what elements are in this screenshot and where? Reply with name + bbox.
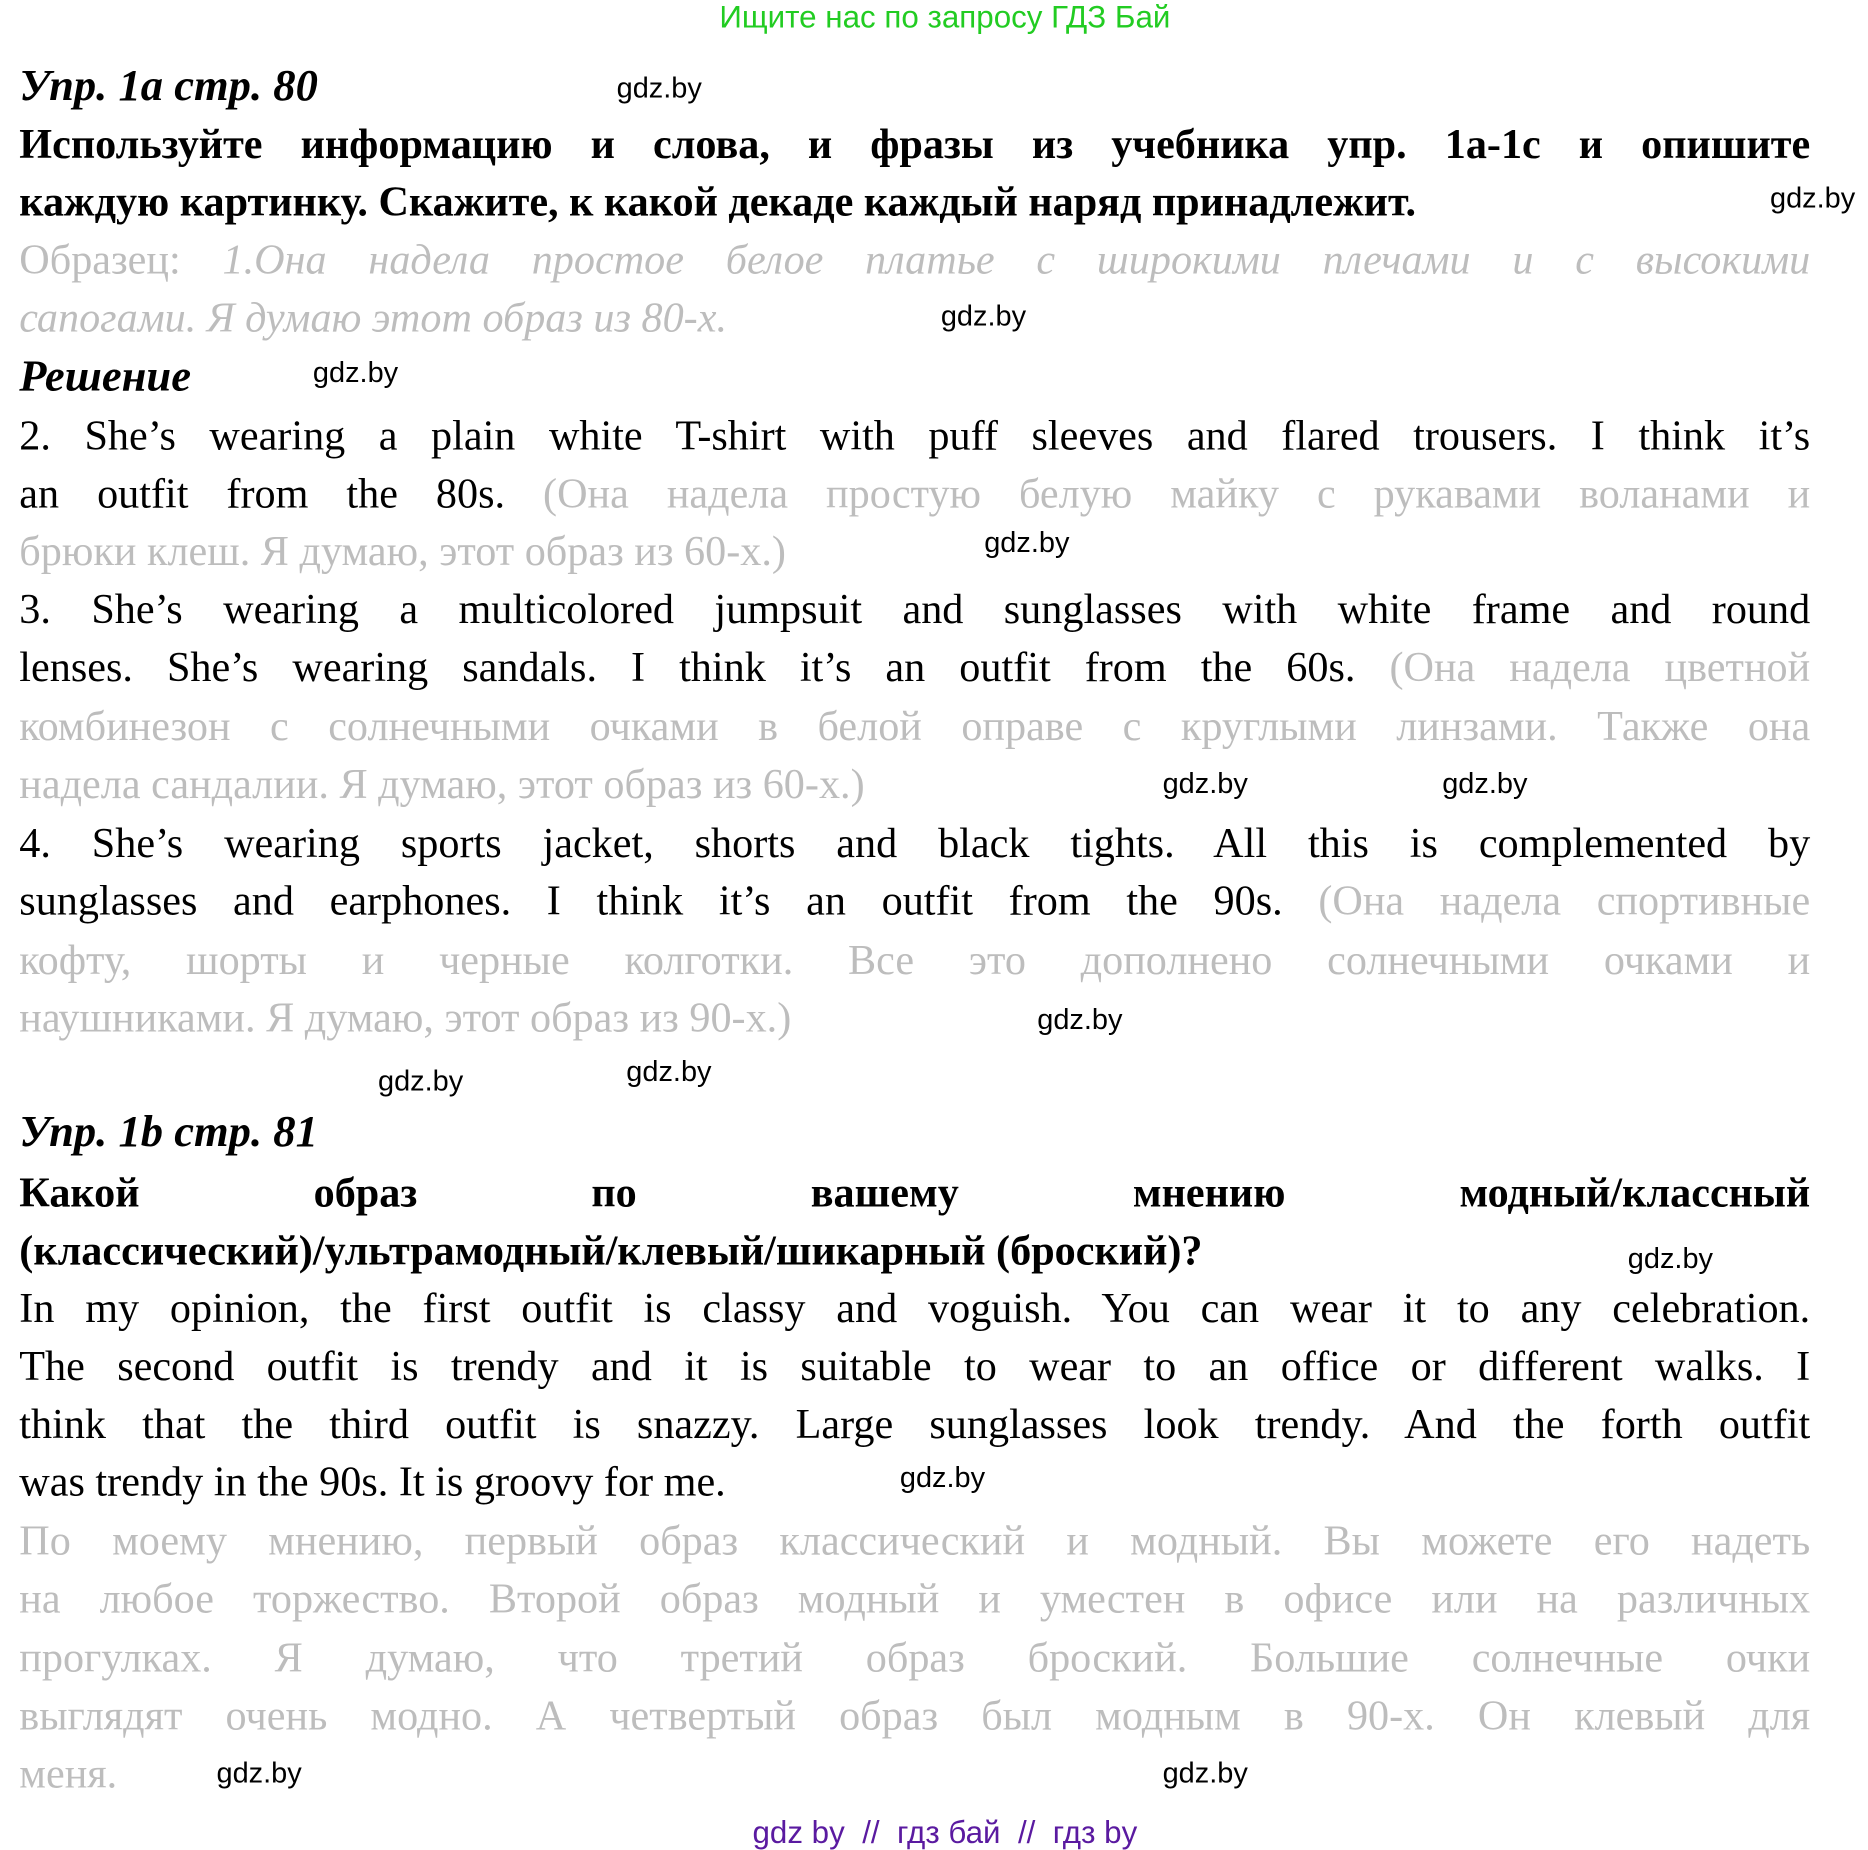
translation-line: на любое торжество. Второй образ модный и уместен в офисе или на различных	[19, 1575, 1811, 1623]
answer-text: lenses. She’s wearing sandals. I think it’s an outfit from the 60s.	[19, 643, 1356, 691]
watermark: gdz.by	[1162, 767, 1248, 801]
watermark: gdz.by	[616, 72, 702, 105]
watermark: gdz.by	[1627, 1242, 1714, 1276]
exercise-1b-title: Упр. 1b стр. 81	[19, 1107, 318, 1157]
answer-line: was trendy in the 90s. It is groovy for me.	[19, 1458, 726, 1506]
translation-text: (Она надела простую белую майку с рукавами воланами и	[543, 470, 1811, 518]
answer-text: sunglasses and earphones. I think it’s an outfit from the 90s.	[19, 877, 1283, 925]
watermark: gdz.by	[626, 1055, 712, 1089]
sample-label: Образец:	[19, 236, 181, 284]
answer-line: The second outfit is trendy and it is suitable to wear to an office or different walks. I	[19, 1342, 1811, 1390]
translation-text: (Она надела цветной	[1389, 643, 1811, 691]
answer-line: 4. She’s wearing sports jacket, shorts and black tights. All this is complemented by	[19, 819, 1811, 867]
footer-links: gdz by // гдз бай // гдз by	[752, 1813, 1138, 1850]
translation-line: прогулках. Я думаю, что третий образ броский. Большие солнечные очки	[19, 1634, 1811, 1682]
sample-line	[19, 236, 1810, 284]
answer-line	[19, 470, 1810, 518]
search-hint: Ищите нас по запросу ГДЗ Бай	[719, 0, 1171, 35]
exercise-1a-title: Упр. 1a стр. 80	[19, 61, 318, 111]
translation-line: наушниками. Я думаю, этот образ из 90-х.)	[19, 994, 792, 1042]
translation-line: выглядят очень модно. А четвертый образ был модным в 90-х. Он клевый для	[19, 1692, 1811, 1740]
exercise-1a-task-line: каждую картинку. Скажите, к какой декаде каждый наряд принадлежит.	[19, 178, 1417, 226]
exercise-1a-task-line: Используйте информацию и слова, и фразы из учебника упр. 1а-1с и опишите	[19, 120, 1811, 168]
solution-title: Решение	[19, 351, 192, 402]
translation-line: кофту, шорты и черные колготки. Все это дополнено солнечными очками и	[19, 936, 1811, 984]
watermark: gdz.by	[1162, 1757, 1248, 1790]
answer-line	[19, 877, 1810, 925]
exercise-1b-task-line: Какой образ по вашему мнению модный/классный	[19, 1169, 1811, 1217]
exercise-1b-task-line: (классический)/ультрамодный/клевый/шикарный (броский)?	[19, 1226, 1203, 1274]
answer-line	[19, 644, 1810, 692]
answer-line: 2. She’s wearing a plain white T-shirt with puff sleeves and flared trousers. I think it’s	[19, 412, 1811, 460]
sample-line: сапогами. Я думаю этот образ из 80-х.	[19, 294, 727, 342]
translation-text: (Она надела спортивные	[1318, 877, 1811, 925]
watermark: gdz.by	[312, 356, 399, 390]
watermark: gdz.by	[377, 1065, 464, 1098]
translation-line: брюки клеш. Я думаю, этот образ из 60-х.)	[19, 527, 786, 575]
watermark: gdz.by	[1442, 767, 1528, 801]
translation-line: надела сандалии. Я думаю, этот образ из 60-х.)	[19, 760, 865, 808]
answer-text: an outfit from the 80s.	[19, 470, 506, 518]
watermark: gdz.by	[984, 526, 1070, 560]
answer-line: In my opinion, the first outfit is classy and voguish. You can wear it to any celebration.	[19, 1284, 1811, 1332]
watermark: gdz.by	[940, 300, 1027, 333]
watermark: gdz.by	[899, 1461, 986, 1495]
translation-line: меня.	[19, 1749, 118, 1797]
watermark: gdz.by	[1037, 1003, 1123, 1037]
watermark: gdz.by	[1770, 181, 1856, 215]
answer-line: think that the third outfit is snazzy. Large sunglasses look trendy. And the forth outfit	[19, 1400, 1811, 1448]
watermark: gdz.by	[216, 1757, 302, 1790]
translation-line: комбинезон с солнечными очками в белой оправе с круглыми линзами. Также она	[19, 702, 1811, 750]
translation-line: По моему мнению, первый образ классический и модный. Вы можете его надеть	[19, 1517, 1811, 1565]
sample-text: 1.Она надела простое белое платье с широкими плечами и с высокими	[222, 236, 1811, 284]
answer-line: 3. She’s wearing a multicolored jumpsuit and sunglasses with white frame and round	[19, 585, 1811, 633]
